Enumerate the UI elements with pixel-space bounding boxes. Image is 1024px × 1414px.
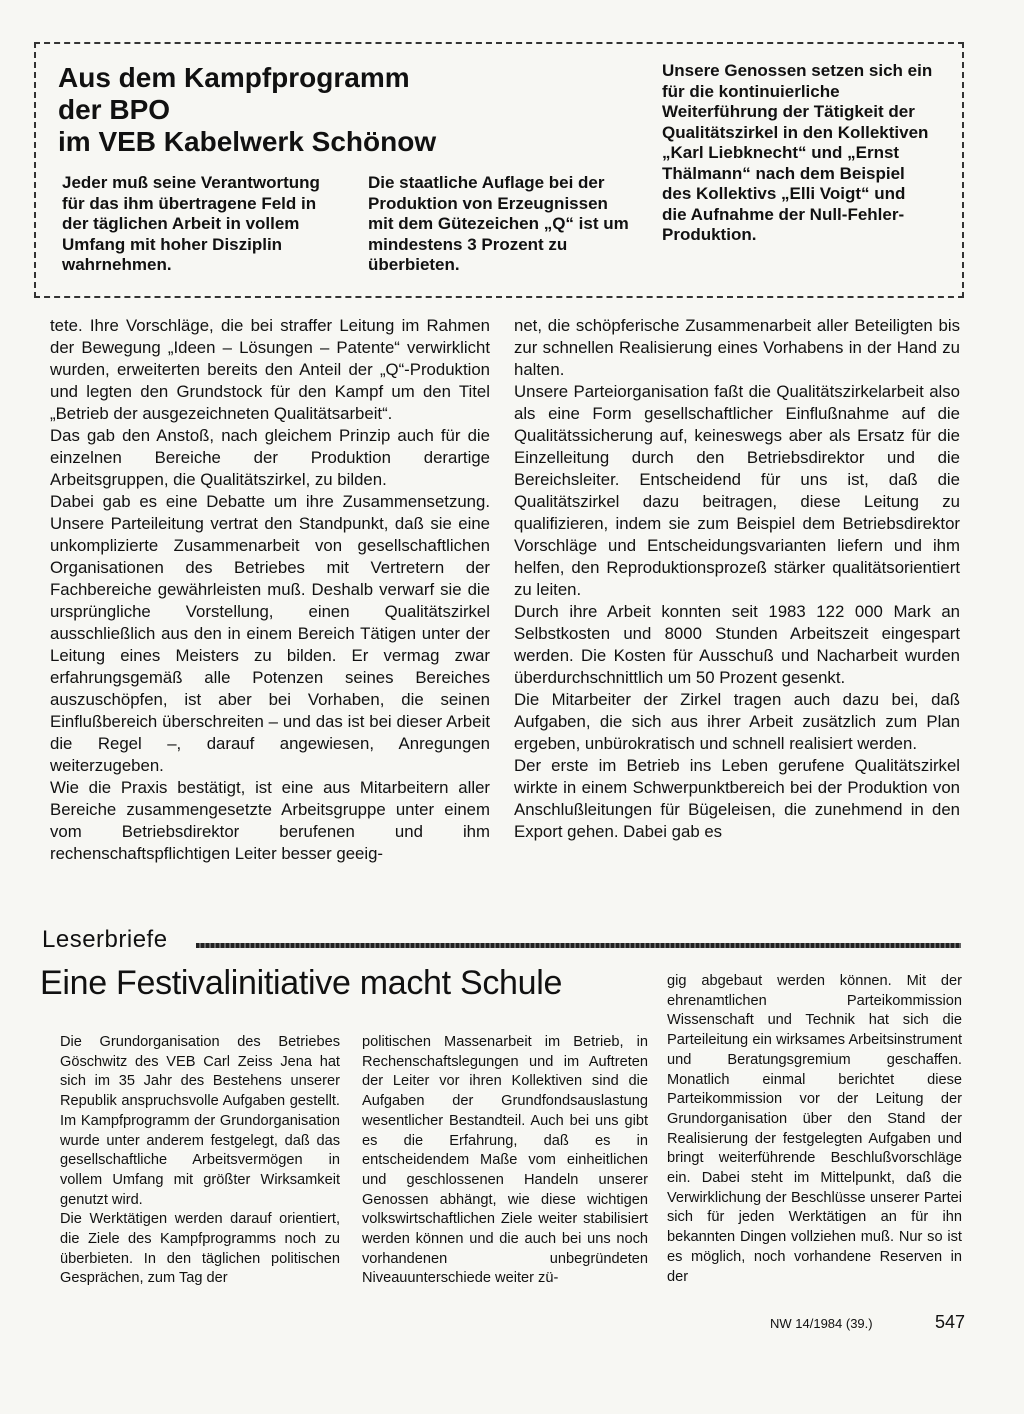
article-column-left [50, 315, 490, 865]
section-kicker: Leserbriefe [42, 926, 168, 953]
article-paragraph: Der erste im Betrieb ins Leben gerufene Qualitätszirkel wirkte in einem Schwerpunktbereich bei der Produktion von Anschlußleitungen für Bügeleisen, die zunehmend in den Export gehen. Dabei gab es [514, 756, 960, 841]
article-paragraph: net, die schöpferische Zusammenarbeit aller Beteiligten bis zur schnellen Realisierung eines Vorhabens in der Hand zu halten. [514, 316, 960, 379]
article-paragraph: Dabei gab es eine Debatte um ihre Zusammensetzung. Unsere Parteileitung vertrat den Standpunkt, daß sie eine unkomplizierte Zusammenarbeit von gesellschaftlichen Organisationen des Betriebes mit Vertretern der Fachbereiche gewährleisten muß. Deshalb verwarf sie die ursprüngliche Vorstellung, einen Qualitätszirkel ausschließlich aus den in einem Bereich Tätigen unter der Leitung eines Meisters zu bilden. Er vermag zwar erfahrungsgemäß alle Potenzen seines Bereiches auszuschöpfen, ist aber bei Vorhaben, die seinen Einflußbereich überschreiten – und das ist bei dieser Arbeit die Regel –, darauf angewiesen, Anregungen weiterzugeben. [50, 492, 490, 775]
program-title-line1: Aus dem Kampfprogramm [58, 62, 410, 93]
letters-paragraph: gig abgebaut werden können. Mit der ehrenamtlichen Parteikommission Wissenschaft und Technik hat sich die Parteileitung ein wirksames Arbeitsinstrument und Beratungsgremium geschaffen. Monatlich einmal berichtet diese Parteikommission vor der Leitung der Grundorganisation über den Stand der Realisierung der festgelegten Aufgaben und bringt weiterführende Beschlußvorschläge ein. Dabei steht im Mittelpunkt, daß die Verwirklichung der Beschlüsse unserer Partei sich für jeden Werktätigen an für ihn bekannten Dingen vollziehen muß. Nur so ist es möglich, noch vorhandene Reserven in der [667, 973, 962, 1285]
letters-column-2 [362, 1033, 648, 1289]
program-title-line3: im VEB Kabelwerk Schönow [58, 126, 437, 157]
article-column-right [514, 315, 960, 843]
letters-headline: Eine Festivalinitiative macht Schule [40, 964, 563, 1002]
section-rule [196, 943, 961, 948]
letters-paragraph: Die Werktätigen werden darauf orientiert, die Ziele des Kampfprogramms noch zu überbieten. In den täglichen politischen Gesprächen, zum Tag der [60, 1211, 340, 1287]
article-paragraph: Das gab den Anstoß, nach gleichem Prinzip auch für die einzelnen Bereiche der Produktion derartige Arbeitsgruppen, die Qualitätszirkel, zu bilden. [50, 426, 490, 489]
article-paragraph: Wie die Praxis bestätigt, ist eine aus Mitarbeitern aller Bereiche zusammengesetzte Arbeitsgruppe unter einem vom Betriebsdirektor berufenen und ihm rechenschaftspflichtigen Leiter besser geeig- [50, 778, 490, 863]
article-paragraph: tete. Ihre Vorschläge, die bei straffer Leitung im Rahmen der Bewegung „Ideen – Lösungen – Patente“ verwirklicht wurden, erweiterten bereits den Anteil der „Q“-Produktion und legten den Grundstock für den Kampf um den Titel „Betrieb der ausgezeichneten Qualitätsarbeit“. [50, 316, 490, 423]
program-point-1: Jeder muß seine Verantwortung für das ihm übertragene Feld in der täglichen Arbeit in vollem Umfang mit hoher Disziplin wahrnehmen. [62, 173, 320, 274]
program-title-line2: der BPO [58, 94, 171, 125]
program-point-2: Die staatliche Auflage bei der Produktion von Erzeugnissen mit dem Gütezeichen „Q“ ist um mindestens 3 Prozent zu überbieten. [368, 173, 629, 274]
letters-paragraph: politischen Massenarbeit im Betrieb, in Rechenschaftslegungen und im Auftreten der Leiter vor ihren Kollektiven sind die Aufgaben der Grundfondsauslastung wesentlicher Bestandteil. Auch bei uns gibt es die Erfahrung, daß es in entscheidendem Maße vom einheitlichen und geschlossenen Handeln unserer Genossen abhängt, wie diese wichtigen volkswirtschaftlichen Ziele weiter stabilisiert werden können und die auch bei uns noch vorhandenen unbegründeten Niveauunterschiede weiter zü- [362, 1034, 648, 1287]
article-paragraph: Die Mitarbeiter der Zirkel tragen auch dazu bei, daß Aufgaben, die sich aus ihrer Arbeit zusätzlich zum Plan ergeben, unbürokratisch und schnell realisiert werden. [514, 690, 960, 753]
issue-reference: NW 14/1984 (39.) [770, 1316, 873, 1331]
letters-paragraph: Die Grundorganisation des Betriebes Göschwitz des VEB Carl Zeiss Jena hat sich im 35 Jahr des Bestehens unserer Republik anspruchsvolle Aufgaben gestellt. Im Kampfprogramm der Grundorganisation wurde unter anderem festgelegt, daß das gesellschaftliche Arbeitsvermögen in vollem Umfang mit größter Wirksamkeit genutzt wird. [60, 1034, 340, 1208]
letters-column-3 [667, 972, 962, 1287]
program-point-3: Unsere Genossen setzen sich ein für die kontinuierliche Weiterführung der Tätigkeit der Qualitätszirkel in den Kollektiven „Karl Liebknecht“ und „Ernst Thälmann“ nach dem Beispiel des Kollektivs „Elli Voigt“ und die Aufnahme der Null-Fehler-Produktion. [662, 61, 933, 244]
page-number: 547 [935, 1312, 966, 1332]
letters-column-1 [60, 1033, 340, 1289]
article-paragraph: Durch ihre Arbeit konnten seit 1983 122 000 Mark an Selbstkosten und 8000 Stunden Arbeitszeit eingespart werden. Die Kosten für Ausschuß und Nacharbeit wurden überdurchschnittlich um 50 Prozent gesenkt. [514, 602, 960, 687]
program-box-title [58, 62, 438, 158]
article-paragraph: Unsere Parteiorganisation faßt die Qualitätszirkelarbeit also als eine Form gesellschaftlicher Einflußnahme auf die Qualitätssicherung auf, keineswegs aber als Ersatz für die Einzelleitung durch den Betriebsdirektor und die Bereichsleiter. Entscheidend für uns ist, daß die Qualitätszirkel dazu beitragen, diese Leitung zu qualifizieren, indem sie zum Beispiel dem Betriebsdirektor Vorschläge und Entscheidungsvarianten liefern und ihm helfen, den Reproduktionsprozeß stärker qualitätsorientiert zu leiten. [514, 382, 960, 599]
